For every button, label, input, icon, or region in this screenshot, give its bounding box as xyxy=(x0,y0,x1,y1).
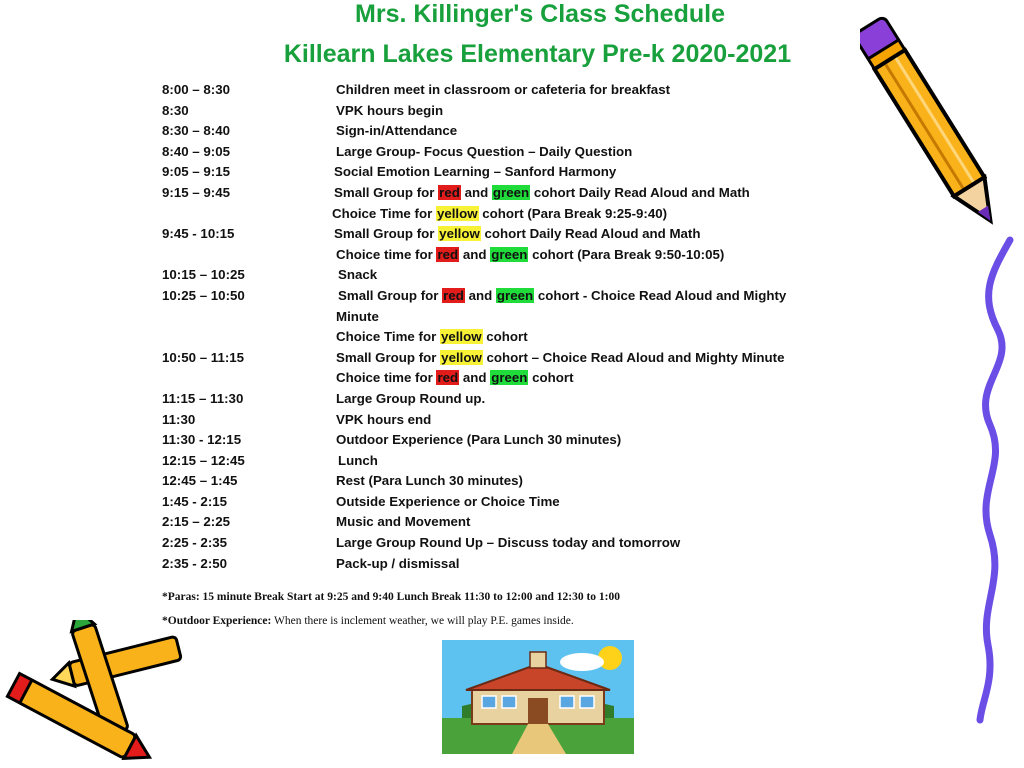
schedule-activity xyxy=(336,307,379,328)
outdoor-note xyxy=(162,615,574,627)
activity-text: Rest (Para Lunch 30 minutes) xyxy=(336,473,523,489)
activity-text: Lunch xyxy=(338,452,378,468)
activity-text: cohort (Para Break 9:25-9:40) xyxy=(478,205,668,221)
activity-text: Minute xyxy=(336,308,379,324)
pencil-icon xyxy=(860,2,1000,247)
schedule-time: 11:30 xyxy=(162,411,196,427)
activity-text: and xyxy=(464,287,496,303)
schedule-row xyxy=(162,286,922,307)
schedule-row xyxy=(162,101,922,122)
activity-text: Sign-in/Attendance xyxy=(336,123,458,139)
schedule-time: 9:45 - 10:15 xyxy=(162,226,235,242)
cohort-red-highlight: red xyxy=(437,370,459,386)
activity-text: Snack xyxy=(338,267,378,283)
schedule-activity xyxy=(336,430,621,451)
activity-text: cohort xyxy=(528,370,574,386)
cohort-yellow-highlight: yellow xyxy=(439,226,480,242)
schedule-row xyxy=(162,265,922,286)
schedule-row xyxy=(162,327,922,348)
schedule-time: 10:50 – 11:15 xyxy=(162,349,245,365)
activity-text: Children meet in classroom or cafeteria for breakfast xyxy=(336,82,671,97)
activity-text: cohort xyxy=(482,329,528,345)
schedule-row xyxy=(162,492,922,513)
schedule-time: 10:25 – 10:50 xyxy=(162,287,245,303)
schedule-row xyxy=(162,142,922,163)
schedule-activity xyxy=(336,142,632,163)
schedule-time: 12:15 – 12:45 xyxy=(162,452,245,468)
activity-text: Social Emotion Learning – Sanford Harmony xyxy=(334,164,617,180)
activity-text: and xyxy=(460,184,492,200)
schedule-row xyxy=(162,410,922,431)
schedule-time: 11:15 – 11:30 xyxy=(162,390,244,406)
activity-text: VPK hours end xyxy=(336,411,432,427)
activity-text: Pack-up / dismissal xyxy=(336,555,460,571)
outdoor-note-text: When there is inclement weather, we will play P.E. games inside. xyxy=(274,615,574,627)
schedule-row xyxy=(162,471,922,492)
schedule-row xyxy=(162,245,922,266)
activity-text: Choice time for xyxy=(336,246,437,262)
cohort-yellow-highlight: yellow xyxy=(440,329,482,345)
schedule-time: 9:15 – 9:45 xyxy=(162,184,231,200)
activity-text: Small Group for xyxy=(336,349,441,365)
schedule-row xyxy=(162,554,922,575)
schedule-row xyxy=(162,389,922,410)
schedule-activity xyxy=(336,471,523,492)
activity-text: Large Group- Focus Question – Daily Question xyxy=(336,143,633,159)
schedule-activity xyxy=(334,224,701,245)
crayons-icon xyxy=(0,620,210,760)
purple-ribbon-icon xyxy=(960,235,1024,725)
schedule-time: 8:00 – 8:30 xyxy=(162,82,231,97)
activity-text: Small Group for xyxy=(334,226,439,242)
activity-text: cohort Daily Read Aloud and Math xyxy=(480,226,701,242)
schedule-activity xyxy=(336,368,574,389)
cohort-yellow-highlight: yellow xyxy=(441,349,482,365)
cohort-red-highlight: red xyxy=(443,287,464,303)
schedule-activity xyxy=(336,101,443,122)
activity-text: Small Group for xyxy=(334,184,439,200)
schedule-row xyxy=(162,451,922,472)
schedule-activity xyxy=(336,492,560,513)
schedule-row xyxy=(162,368,922,389)
schedule-row xyxy=(162,512,922,533)
schedule-activity xyxy=(336,512,470,533)
cohort-green-highlight: green xyxy=(491,370,528,386)
cohort-green-highlight: green xyxy=(496,287,534,303)
activity-text: VPK hours begin xyxy=(336,102,444,118)
schedule-activity xyxy=(336,410,431,431)
schedule-time: 1:45 - 2:15 xyxy=(162,493,228,509)
outdoor-note-label: *Outdoor Experience: xyxy=(162,615,272,627)
schedule-row xyxy=(162,204,922,225)
schedule-row xyxy=(162,348,922,369)
schedule-list xyxy=(162,80,922,574)
schedule-time: 2:25 - 2:35 xyxy=(162,535,228,551)
activity-text: Large Group Round up. xyxy=(336,390,486,406)
schedule-activity xyxy=(338,451,378,472)
activity-text: cohort - Choice Read Aloud and Mighty xyxy=(534,287,787,303)
activity-text: Choice Time for xyxy=(336,329,440,345)
page-subtitle: Killearn Lakes Elementary Pre-k 2020-2021 xyxy=(283,40,792,68)
schedule-time: 11:30 - 12:15 xyxy=(162,432,242,448)
cohort-red-highlight: red xyxy=(437,246,459,262)
activity-text: and xyxy=(459,246,491,262)
schedule-activity xyxy=(336,121,457,142)
schedule-activity xyxy=(336,533,680,554)
schedule-row xyxy=(162,80,922,101)
activity-text: cohort (Para Break 9:50-10:05) xyxy=(528,246,725,262)
schedule-time: 8:40 – 9:05 xyxy=(162,143,231,159)
schedule-row xyxy=(162,430,922,451)
page-title: Mrs. Killinger's Class Schedule xyxy=(355,0,725,28)
schedule-activity xyxy=(336,327,528,348)
schedule-activity xyxy=(336,389,485,410)
schedule-row xyxy=(162,533,922,554)
activity-text: Large Group Round Up – Discuss today and tomorrow xyxy=(336,535,681,551)
activity-text: Music and Movement xyxy=(336,514,471,530)
activity-text: Small Group for xyxy=(338,287,443,303)
cohort-red-highlight: red xyxy=(439,184,460,200)
schedule-row xyxy=(162,183,922,204)
schedule-activity xyxy=(338,265,377,286)
schedule-time: 10:15 – 10:25 xyxy=(162,267,245,283)
activity-text: Outdoor Experience (Para Lunch 30 minutes) xyxy=(336,432,622,448)
schedule-time: 8:30 – 8:40 xyxy=(162,123,231,139)
schedule-activity xyxy=(336,245,724,266)
schedule-time: 9:05 – 9:15 xyxy=(162,164,231,180)
schedule-row xyxy=(162,162,922,183)
activity-text: Choice time for xyxy=(336,370,437,386)
paras-note: *Paras: 15 minute Break Start at 9:25 and 9:40 Lunch Break 11:30 to 12:00 and 12:30 to 1:00 xyxy=(162,591,620,603)
schedule-activity xyxy=(336,348,784,369)
activity-text: Outside Experience or Choice Time xyxy=(336,493,560,509)
schedule-row xyxy=(162,121,922,142)
schedule-row xyxy=(162,307,922,328)
schedule-activity xyxy=(332,204,667,225)
cohort-yellow-highlight: yellow xyxy=(436,205,478,221)
activity-text: cohort Daily Read Aloud and Math xyxy=(530,184,750,200)
schedule-activity xyxy=(334,162,616,183)
schedule-row xyxy=(162,224,922,245)
school-building-icon xyxy=(442,640,634,754)
schedule-time: 2:15 – 2:25 xyxy=(162,514,231,530)
schedule-activity xyxy=(338,286,786,307)
schedule-time: 2:35 - 2:50 xyxy=(162,555,228,571)
activity-text: Choice Time for xyxy=(332,205,436,221)
cohort-green-highlight: green xyxy=(491,246,528,262)
schedule-activity xyxy=(336,80,670,101)
schedule-activity xyxy=(334,183,750,204)
cohort-green-highlight: green xyxy=(492,184,530,200)
activity-text: and xyxy=(459,370,491,386)
schedule-time: 8:30 xyxy=(162,102,189,118)
activity-text: cohort – Choice Read Aloud and Mighty Minute xyxy=(482,349,785,365)
schedule-time: 12:45 – 1:45 xyxy=(162,473,238,489)
schedule-activity xyxy=(336,554,459,575)
